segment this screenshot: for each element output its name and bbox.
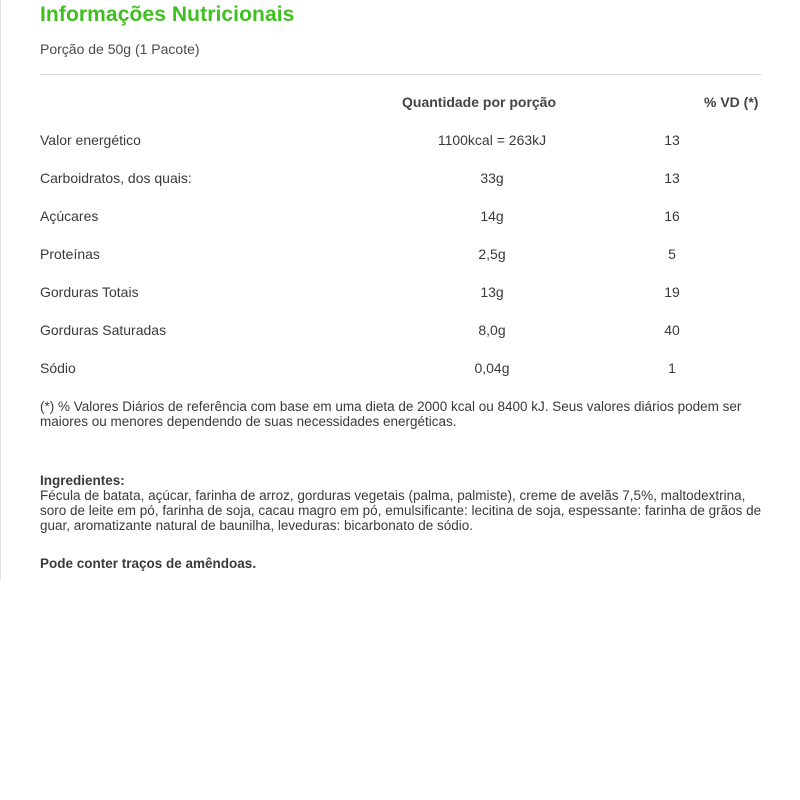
table-row bbox=[0, 208, 800, 228]
page-title: Informações Nutricionais bbox=[40, 3, 295, 26]
nutrient-quantity: 8,0g bbox=[478, 322, 506, 338]
nutrient-quantity: 0,04g bbox=[474, 360, 510, 376]
ingredients-title: Ingredientes: bbox=[40, 473, 125, 488]
allergen-warning: Pode conter traços de amêndoas. bbox=[40, 556, 257, 571]
nutrient-quantity: 13g bbox=[480, 284, 504, 300]
nutrient-name: Sódio bbox=[40, 360, 76, 376]
nutrient-name: Gorduras Saturadas bbox=[40, 322, 167, 338]
nutrient-name: Carboidratos, dos quais: bbox=[40, 170, 192, 186]
nutrient-name: Proteínas bbox=[40, 246, 100, 262]
table-row bbox=[0, 284, 800, 304]
nutrient-dv: 1 bbox=[668, 360, 676, 376]
nutrient-quantity: 33g bbox=[480, 170, 504, 186]
table-row bbox=[0, 132, 800, 152]
nutrient-dv: 16 bbox=[664, 208, 680, 224]
nutrient-quantity: 1100kcal = 263kJ bbox=[437, 132, 547, 148]
divider bbox=[40, 74, 762, 75]
header-daily-value: % VD (*) bbox=[704, 94, 759, 110]
nutrient-quantity: 2,5g bbox=[478, 246, 506, 262]
table-row bbox=[0, 170, 800, 190]
nutrient-dv: 13 bbox=[664, 132, 680, 148]
daily-value-footnote: (*) % Valores Diários de referência com base em uma dieta de 2000 kcal ou 8400 kJ. Seus valores diários podem ser maiores ou menores dependendo de suas necessidades energéticas. bbox=[40, 399, 742, 429]
table-row bbox=[0, 360, 800, 380]
table-row bbox=[0, 322, 800, 342]
portion-size: Porção de 50g (1 Pacote) bbox=[40, 41, 200, 57]
ingredients-text: Fécula de batata, açúcar, farinha de arroz, gorduras vegetais (palma, palmiste), creme de avelãs 7,5%, maltodextrina, soro de leite em pó, farinha de soja, cacau magro em pó, emulsificante: lecitina de soja, espessante: farinha de grãos de guar, aromatizante natural de baunilha, leveduras: bicarbonato de sódio. bbox=[40, 488, 762, 533]
nutrient-dv: 13 bbox=[664, 170, 680, 186]
nutrient-dv: 5 bbox=[668, 246, 676, 262]
header-quantity: Quantidade por porção bbox=[402, 94, 557, 110]
nutrient-name: Açúcares bbox=[40, 208, 99, 224]
nutrient-quantity: 14g bbox=[480, 208, 504, 224]
nutrient-dv: 40 bbox=[664, 322, 680, 338]
nutrient-name: Gorduras Totais bbox=[40, 284, 139, 300]
nutrient-name: Valor energético bbox=[40, 132, 141, 148]
nutrient-dv: 19 bbox=[664, 284, 680, 300]
table-row bbox=[0, 246, 800, 266]
